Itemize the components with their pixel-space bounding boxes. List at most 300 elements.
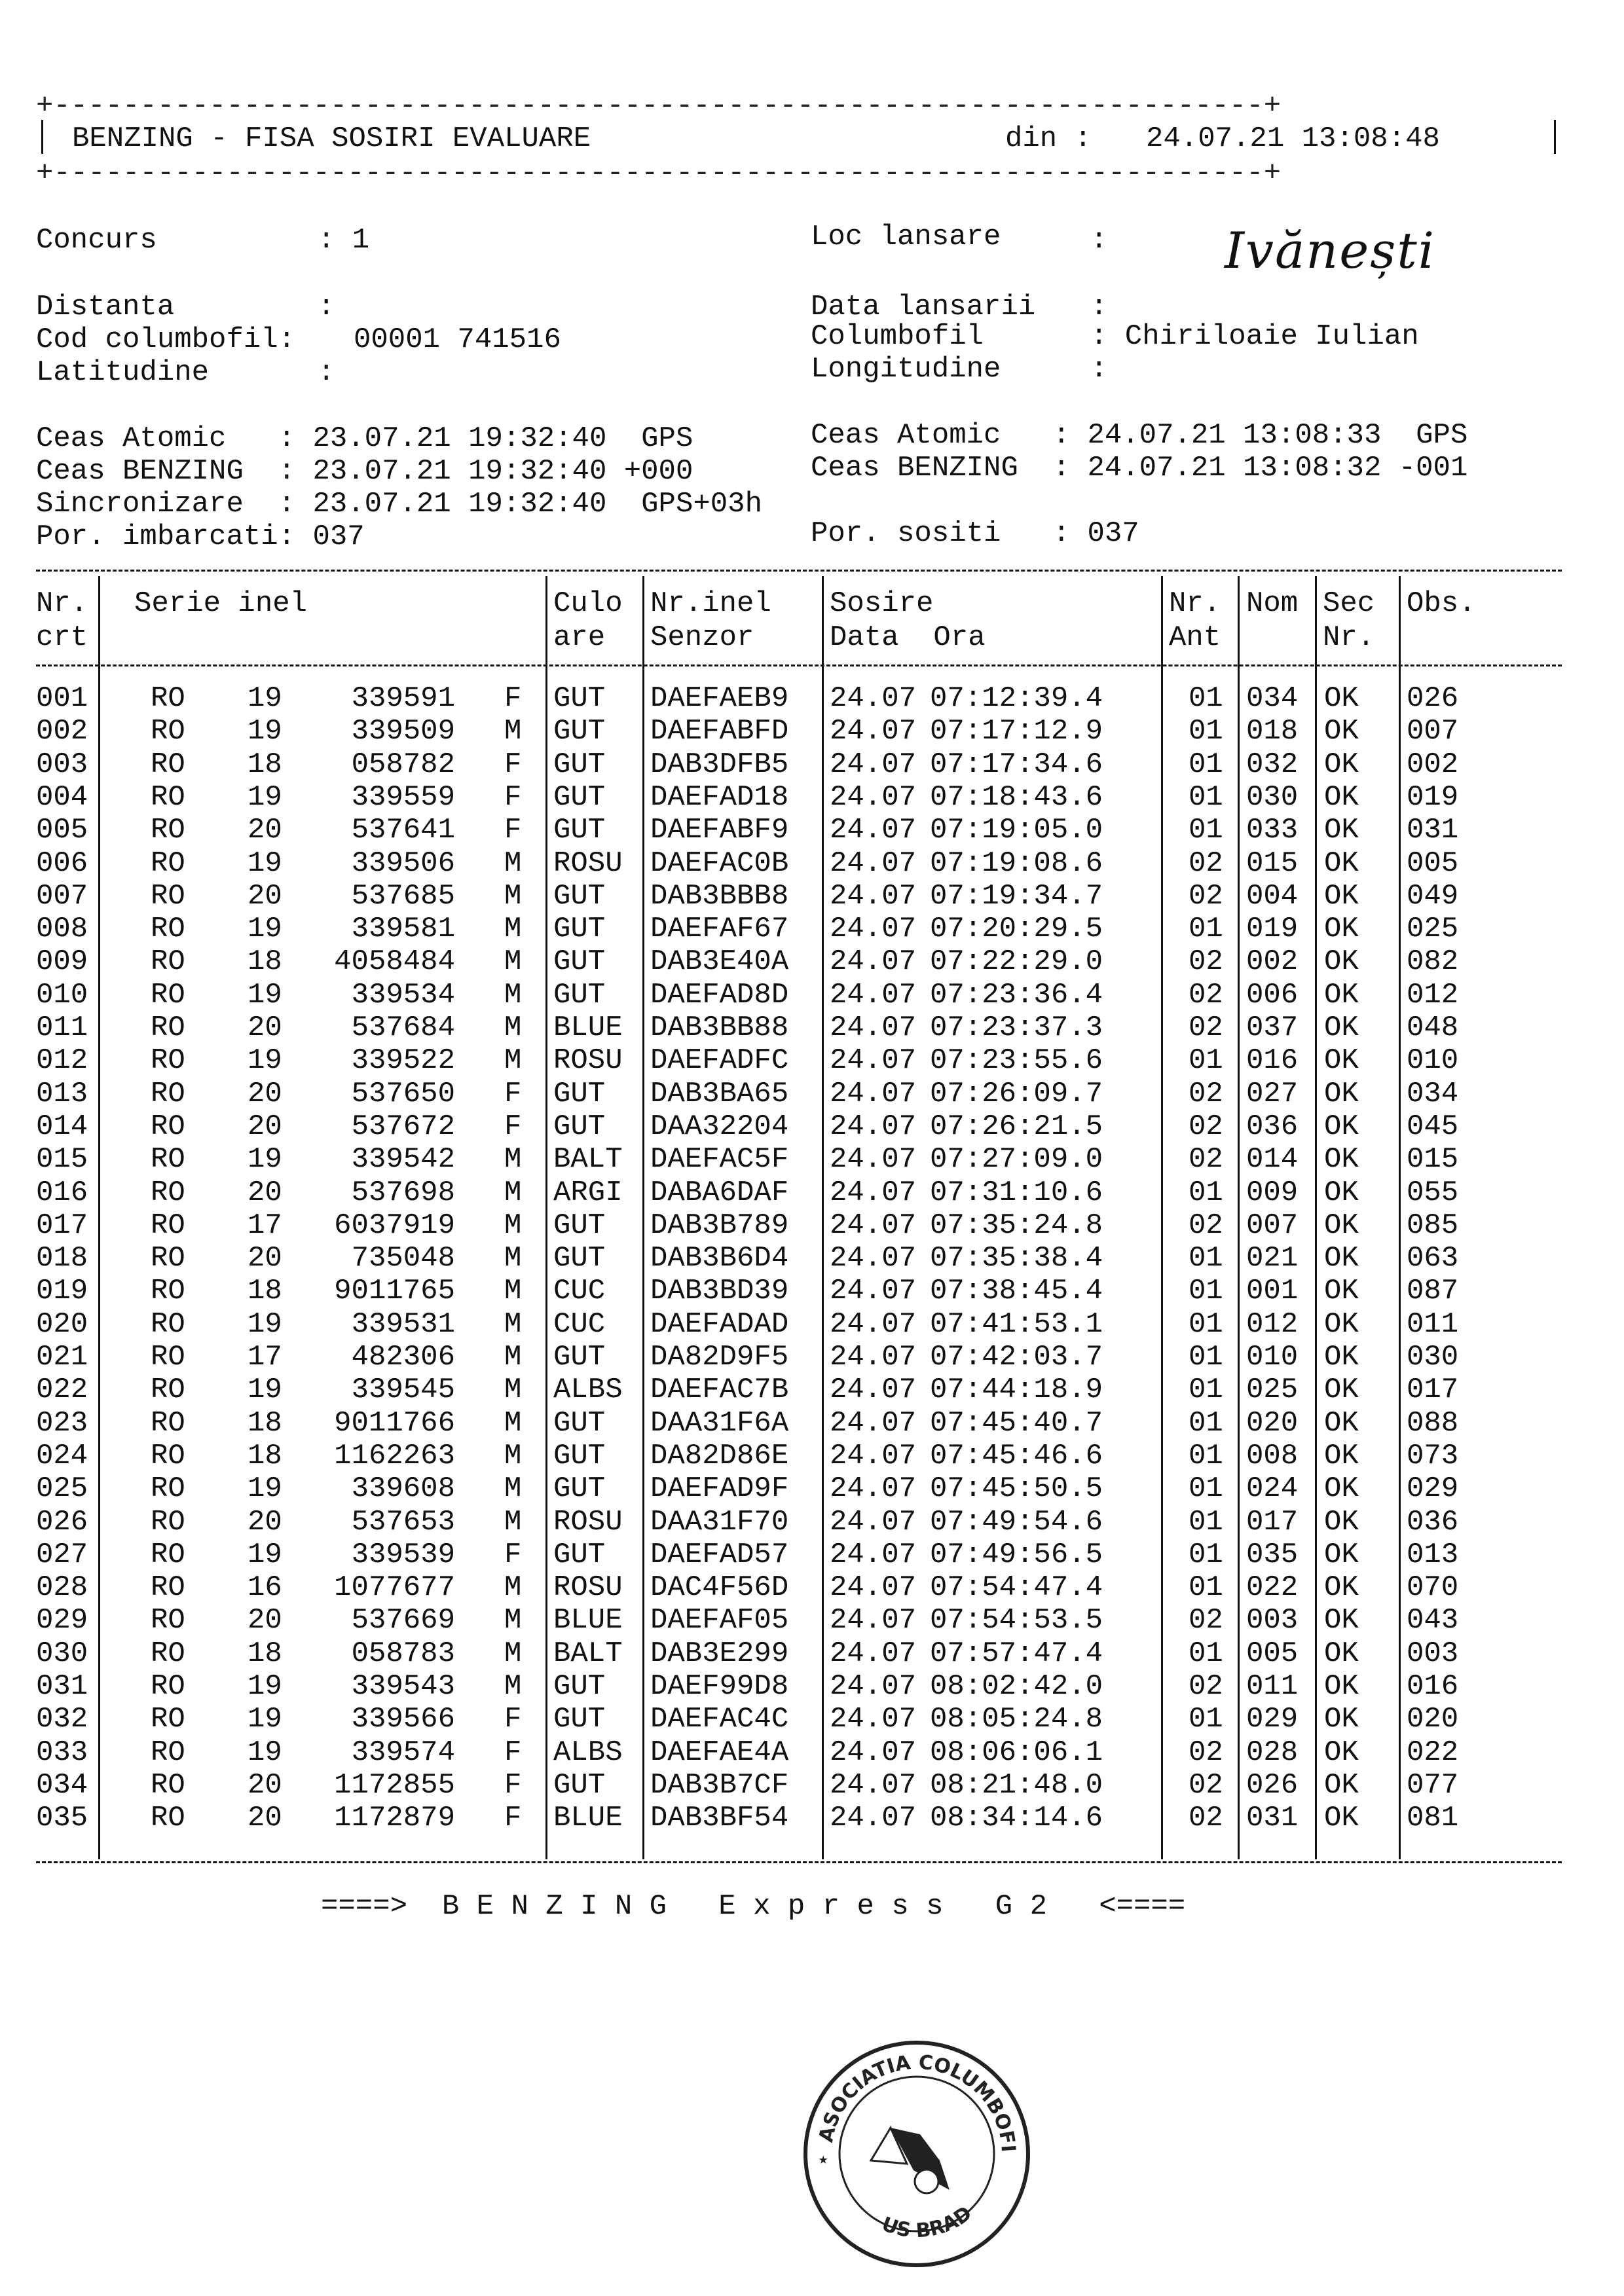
table-row bbox=[0, 1077, 1624, 1113]
cell-obs: 016 bbox=[1407, 1670, 1459, 1703]
cell-time: 07:45:46.6 bbox=[930, 1439, 1103, 1472]
cell-ring-number: 735048 bbox=[351, 1242, 455, 1275]
cell-sec-nr: OK bbox=[1324, 1374, 1359, 1407]
cell-nr-crt: 010 bbox=[36, 978, 88, 1011]
cell-year: 20 bbox=[248, 1505, 282, 1539]
porumbei-imbarcati: Por. imbarcati: 037 bbox=[36, 520, 365, 553]
cell-obs: 013 bbox=[1407, 1538, 1459, 1571]
cell-sensor: DA82D86E bbox=[650, 1439, 789, 1472]
cell-color: GUT bbox=[553, 1538, 606, 1571]
cell-ring-number: 058782 bbox=[351, 748, 455, 781]
cell-obs: 087 bbox=[1407, 1275, 1459, 1308]
table-row bbox=[0, 1211, 1624, 1245]
col-sep-1 bbox=[98, 576, 100, 1859]
cell-sec-nr: OK bbox=[1324, 1604, 1359, 1637]
cell-ring-number: 537669 bbox=[351, 1604, 455, 1637]
cell-country: RO bbox=[151, 1703, 185, 1736]
cell-ring-number: 058783 bbox=[351, 1637, 455, 1670]
cell-color: GUT bbox=[553, 913, 606, 946]
cell-nom: 031 bbox=[1246, 1802, 1299, 1835]
table-row bbox=[0, 1639, 1624, 1673]
cell-sex: M bbox=[504, 1439, 522, 1472]
cell-time: 07:17:12.9 bbox=[930, 715, 1103, 748]
cell-color: BLUE bbox=[553, 1802, 623, 1835]
col-obs-header: Obs. bbox=[1407, 587, 1476, 620]
cell-sex: F bbox=[504, 1802, 522, 1835]
columbofil-label: Columbofil bbox=[811, 320, 984, 353]
cell-year: 20 bbox=[248, 1110, 282, 1143]
cell-country: RO bbox=[151, 1176, 185, 1209]
cell-sec-nr: OK bbox=[1324, 1736, 1359, 1769]
cell-sec-nr: OK bbox=[1324, 1209, 1359, 1242]
cell-sex: M bbox=[504, 1637, 522, 1670]
cell-sec-nr: OK bbox=[1324, 715, 1359, 748]
cell-color: GUT bbox=[553, 715, 606, 748]
cell-obs: 010 bbox=[1407, 1044, 1459, 1078]
cell-nom: 012 bbox=[1246, 1307, 1299, 1341]
cell-time: 07:26:21.5 bbox=[930, 1110, 1103, 1143]
cell-country: RO bbox=[151, 682, 185, 715]
col-nr-header: Nr. bbox=[36, 587, 88, 620]
cell-ring-number: 537685 bbox=[351, 879, 455, 913]
col-senzor-header: Senzor bbox=[650, 621, 754, 654]
loc-lansare-handwritten: Ivănești bbox=[1225, 221, 1436, 280]
col-culo-header: Culo bbox=[553, 587, 623, 620]
cell-country: RO bbox=[151, 1768, 185, 1802]
cell-obs: 026 bbox=[1407, 682, 1459, 715]
cell-date: 24.07 bbox=[830, 1242, 917, 1275]
cell-nr-ant: 01 bbox=[1189, 1439, 1223, 1472]
cell-sex: F bbox=[504, 682, 522, 715]
cell-nom: 005 bbox=[1246, 1637, 1299, 1670]
cell-country: RO bbox=[151, 715, 185, 748]
cell-year: 18 bbox=[248, 1439, 282, 1472]
cell-country: RO bbox=[151, 1077, 185, 1110]
cell-color: ROSU bbox=[553, 1505, 623, 1539]
cell-sec-nr: OK bbox=[1324, 1472, 1359, 1506]
cell-nr-ant: 02 bbox=[1189, 1670, 1223, 1703]
cell-sex: M bbox=[504, 1044, 522, 1078]
cell-nr-ant: 01 bbox=[1189, 1341, 1223, 1374]
cell-nr-ant: 01 bbox=[1189, 1176, 1223, 1209]
cell-sec-nr: OK bbox=[1324, 1044, 1359, 1078]
cell-nr-crt: 003 bbox=[36, 748, 88, 781]
cell-nom: 009 bbox=[1246, 1176, 1299, 1209]
cell-date: 24.07 bbox=[830, 1571, 917, 1605]
cell-nr-ant: 01 bbox=[1189, 748, 1223, 781]
cell-nr-ant: 01 bbox=[1189, 780, 1223, 814]
cell-ring-number: 9011765 bbox=[334, 1275, 455, 1308]
latitudine-value: : bbox=[318, 356, 335, 389]
cell-time: 07:23:55.6 bbox=[930, 1044, 1103, 1078]
cell-nom: 024 bbox=[1246, 1472, 1299, 1506]
cell-sex: M bbox=[504, 945, 522, 979]
header-right-bar bbox=[1554, 120, 1556, 154]
col-sep-2 bbox=[545, 576, 547, 1859]
cod-columbofil-label: Cod columbofil: bbox=[36, 323, 296, 356]
cell-country: RO bbox=[151, 814, 185, 847]
cell-color: GUT bbox=[553, 1110, 606, 1143]
pigeon-icon bbox=[871, 2128, 950, 2193]
col-sosire-header: Sosire bbox=[830, 587, 934, 620]
cell-obs: 045 bbox=[1407, 1110, 1459, 1143]
cell-time: 08:05:24.8 bbox=[930, 1703, 1103, 1736]
cell-color: GUT bbox=[553, 978, 606, 1011]
table-row bbox=[0, 1013, 1624, 1047]
cell-nr-ant: 01 bbox=[1189, 682, 1223, 715]
cell-time: 07:20:29.5 bbox=[930, 913, 1103, 946]
cell-color: GUT bbox=[553, 1670, 606, 1703]
cell-sec-nr: OK bbox=[1324, 814, 1359, 847]
cell-nom: 034 bbox=[1246, 682, 1299, 715]
cell-ring-number: 1172855 bbox=[334, 1768, 455, 1802]
header-bottom-border: +----------------------------------------------------------------------+ bbox=[36, 157, 1282, 190]
table-row bbox=[0, 849, 1624, 883]
header-left-bar bbox=[41, 120, 43, 154]
cell-country: RO bbox=[151, 748, 185, 781]
cell-year: 18 bbox=[248, 1406, 282, 1440]
cell-nr-ant: 01 bbox=[1189, 1374, 1223, 1407]
cell-sex: M bbox=[504, 1176, 522, 1209]
cell-date: 24.07 bbox=[830, 1472, 917, 1506]
cell-sex: F bbox=[504, 814, 522, 847]
table-top-rule bbox=[36, 570, 1562, 572]
cell-time: 07:57:47.4 bbox=[930, 1637, 1103, 1670]
cell-color: GUT bbox=[553, 1242, 606, 1275]
cell-time: 07:41:53.1 bbox=[930, 1307, 1103, 1341]
cell-year: 19 bbox=[248, 1703, 282, 1736]
cell-obs: 085 bbox=[1407, 1209, 1459, 1242]
cell-obs: 055 bbox=[1407, 1176, 1459, 1209]
table-row bbox=[0, 978, 1624, 1014]
cell-time: 07:31:10.6 bbox=[930, 1176, 1103, 1209]
cell-nr-crt: 005 bbox=[36, 814, 88, 847]
cell-country: RO bbox=[151, 1802, 185, 1835]
stamp-text-top: ASOCIATIA COLUMBOFI bbox=[815, 2050, 1020, 2153]
col-sep-4 bbox=[822, 576, 824, 1859]
cell-sec-nr: OK bbox=[1324, 1571, 1359, 1605]
cell-obs: 070 bbox=[1407, 1571, 1459, 1605]
cell-ring-number: 537672 bbox=[351, 1110, 455, 1143]
cell-time: 07:22:29.0 bbox=[930, 945, 1103, 979]
cell-nom: 014 bbox=[1246, 1143, 1299, 1176]
cell-time: 07:17:34.6 bbox=[930, 748, 1103, 781]
table-row bbox=[0, 1768, 1624, 1804]
cell-date: 24.07 bbox=[830, 814, 917, 847]
table-row bbox=[0, 780, 1624, 816]
table-row bbox=[0, 1804, 1624, 1837]
table-row bbox=[0, 915, 1624, 948]
cell-sec-nr: OK bbox=[1324, 1670, 1359, 1703]
cell-obs: 081 bbox=[1407, 1802, 1459, 1835]
cell-nr-ant: 02 bbox=[1189, 1736, 1223, 1769]
cell-sex: M bbox=[504, 1374, 522, 1407]
table-row bbox=[0, 947, 1624, 981]
cell-country: RO bbox=[151, 1374, 185, 1407]
cell-nr-crt: 011 bbox=[36, 1011, 88, 1044]
cell-nr-crt: 021 bbox=[36, 1341, 88, 1374]
cell-time: 07:35:38.4 bbox=[930, 1242, 1103, 1275]
cell-ring-number: 339534 bbox=[351, 978, 455, 1011]
table-row bbox=[0, 1178, 1624, 1212]
cell-color: ROSU bbox=[553, 847, 623, 880]
cell-sec-nr: OK bbox=[1324, 1307, 1359, 1341]
cell-color: GUT bbox=[553, 814, 606, 847]
cell-sec-nr: OK bbox=[1324, 1242, 1359, 1275]
cell-ring-number: 6037919 bbox=[334, 1209, 455, 1242]
cell-sensor: DAB3B6D4 bbox=[650, 1242, 789, 1275]
cell-date: 24.07 bbox=[830, 1538, 917, 1571]
cell-ring-number: 1162263 bbox=[334, 1439, 455, 1472]
loc-lansare-label: Loc lansare bbox=[811, 221, 1001, 253]
cell-ring-number: 537698 bbox=[351, 1176, 455, 1209]
cell-obs: 036 bbox=[1407, 1505, 1459, 1539]
cell-sec-nr: OK bbox=[1324, 1439, 1359, 1472]
cell-sec-nr: OK bbox=[1324, 1538, 1359, 1571]
ceas-atomic-right: Ceas Atomic : 24.07.21 13:08:33 GPS bbox=[811, 419, 1468, 452]
col-serie-header: Serie inel bbox=[134, 587, 308, 620]
distanta-value: : bbox=[318, 291, 335, 323]
cell-nom: 008 bbox=[1246, 1439, 1299, 1472]
cell-year: 18 bbox=[248, 1637, 282, 1670]
col-sep-3 bbox=[642, 576, 644, 1859]
stamp-text-bottom: US BRAD bbox=[878, 2202, 976, 2243]
cell-obs: 077 bbox=[1407, 1768, 1459, 1802]
cell-year: 20 bbox=[248, 1242, 282, 1275]
cell-sec-nr: OK bbox=[1324, 682, 1359, 715]
cell-ring-number: 537641 bbox=[351, 814, 455, 847]
cell-nr-crt: 008 bbox=[36, 913, 88, 946]
cell-nr-ant: 02 bbox=[1189, 879, 1223, 913]
cell-nr-ant: 01 bbox=[1189, 1307, 1223, 1341]
cell-nr-crt: 029 bbox=[36, 1604, 88, 1637]
cell-nr-crt: 015 bbox=[36, 1143, 88, 1176]
cell-ring-number: 4058484 bbox=[334, 945, 455, 979]
cell-nr-crt: 026 bbox=[36, 1505, 88, 1539]
page-title: BENZING - FISA SOSIRI EVALUARE bbox=[72, 122, 591, 155]
cell-nr-ant: 01 bbox=[1189, 1571, 1223, 1605]
cell-nr-ant: 02 bbox=[1189, 945, 1223, 979]
cell-sensor: DAC4F56D bbox=[650, 1571, 789, 1605]
cell-date: 24.07 bbox=[830, 748, 917, 781]
table-row bbox=[0, 1672, 1624, 1705]
ceas-atomic-left: Ceas Atomic : 23.07.21 19:32:40 GPS bbox=[36, 422, 693, 455]
cell-color: BLUE bbox=[553, 1011, 623, 1044]
cell-year: 20 bbox=[248, 1077, 282, 1110]
table-row bbox=[0, 1505, 1624, 1541]
cell-nr-crt: 016 bbox=[36, 1176, 88, 1209]
cell-year: 18 bbox=[248, 1275, 282, 1308]
cell-year: 16 bbox=[248, 1571, 282, 1605]
cell-nom: 002 bbox=[1246, 945, 1299, 979]
cell-year: 19 bbox=[248, 1538, 282, 1571]
cell-year: 20 bbox=[248, 1176, 282, 1209]
cell-country: RO bbox=[151, 879, 185, 913]
cell-sec-nr: OK bbox=[1324, 1768, 1359, 1802]
cell-nr-ant: 01 bbox=[1189, 1472, 1223, 1506]
cell-sensor: DAA31F6A bbox=[650, 1406, 789, 1440]
cell-sensor: DA82D9F5 bbox=[650, 1341, 789, 1374]
col-sec-header: Sec bbox=[1323, 587, 1375, 620]
col-crt-header: crt bbox=[36, 621, 88, 654]
cell-color: GUT bbox=[553, 1768, 606, 1802]
cell-sex: M bbox=[504, 1670, 522, 1703]
cell-date: 24.07 bbox=[830, 780, 917, 814]
cell-ring-number: 9011766 bbox=[334, 1406, 455, 1440]
columbofil-value: : Chiriloaie Iulian bbox=[1090, 320, 1419, 353]
cell-year: 19 bbox=[248, 780, 282, 814]
cell-ring-number: 339545 bbox=[351, 1374, 455, 1407]
cell-date: 24.07 bbox=[830, 1275, 917, 1308]
cell-time: 07:19:05.0 bbox=[930, 814, 1103, 847]
table-row bbox=[0, 816, 1624, 849]
cell-sex: M bbox=[504, 1341, 522, 1374]
cell-obs: 011 bbox=[1407, 1307, 1459, 1341]
cell-country: RO bbox=[151, 1538, 185, 1571]
latitudine-label: Latitudine bbox=[36, 356, 210, 389]
cell-year: 19 bbox=[248, 1670, 282, 1703]
cell-nom: 006 bbox=[1246, 978, 1299, 1011]
cell-sensor: DAA31F70 bbox=[650, 1505, 789, 1539]
cell-nom: 001 bbox=[1246, 1275, 1299, 1308]
cell-nom: 015 bbox=[1246, 847, 1299, 880]
cell-color: BALT bbox=[553, 1143, 623, 1176]
cell-nr-ant: 01 bbox=[1189, 715, 1223, 748]
cell-color: GUT bbox=[553, 1077, 606, 1110]
cell-nr-crt: 027 bbox=[36, 1538, 88, 1571]
date-label: din : bbox=[1005, 122, 1092, 155]
cell-sex: F bbox=[504, 780, 522, 814]
table-row bbox=[0, 1343, 1624, 1376]
cell-sec-nr: OK bbox=[1324, 780, 1359, 814]
cell-nr-crt: 024 bbox=[36, 1439, 88, 1472]
col-data-ora-header: Data Ora bbox=[830, 621, 986, 654]
cell-date: 24.07 bbox=[830, 1044, 917, 1078]
cell-nr-ant: 01 bbox=[1189, 1406, 1223, 1440]
cell-year: 20 bbox=[248, 1011, 282, 1044]
cell-time: 07:19:08.6 bbox=[930, 847, 1103, 880]
cell-sex: M bbox=[504, 847, 522, 880]
cell-country: RO bbox=[151, 1275, 185, 1308]
cell-sex: F bbox=[504, 1110, 522, 1143]
cell-date: 24.07 bbox=[830, 1374, 917, 1407]
cell-ring-number: 1172879 bbox=[334, 1802, 455, 1835]
cell-ring-number: 482306 bbox=[351, 1341, 455, 1374]
cell-sensor: DABA6DAF bbox=[650, 1176, 789, 1209]
cell-nr-ant: 01 bbox=[1189, 1505, 1223, 1539]
cell-nr-crt: 030 bbox=[36, 1637, 88, 1670]
cell-sex: M bbox=[504, 1275, 522, 1308]
table-row bbox=[0, 1406, 1624, 1442]
cell-country: RO bbox=[151, 1242, 185, 1275]
cell-nr-crt: 018 bbox=[36, 1242, 88, 1275]
cell-sex: F bbox=[504, 1768, 522, 1802]
cell-color: CUC bbox=[553, 1275, 606, 1308]
cell-sensor: DAEFAD57 bbox=[650, 1538, 789, 1571]
col-are-header: are bbox=[553, 621, 606, 654]
cell-color: GUT bbox=[553, 945, 606, 979]
cell-year: 19 bbox=[248, 1044, 282, 1078]
cell-sex: M bbox=[504, 1307, 522, 1341]
cell-nr-crt: 013 bbox=[36, 1077, 88, 1110]
table-bottom-rule bbox=[36, 1861, 1562, 1863]
cell-nr-crt: 035 bbox=[36, 1802, 88, 1835]
cell-country: RO bbox=[151, 1604, 185, 1637]
cell-sex: M bbox=[504, 1604, 522, 1637]
cell-nr-crt: 001 bbox=[36, 682, 88, 715]
cell-nom: 030 bbox=[1246, 780, 1299, 814]
header-bottom-rule bbox=[36, 665, 1562, 666]
cell-country: RO bbox=[151, 945, 185, 979]
cell-date: 24.07 bbox=[830, 913, 917, 946]
cell-sensor: DAB3BF54 bbox=[650, 1802, 789, 1835]
cell-sensor: DAB3BBB8 bbox=[650, 879, 789, 913]
loc-lansare-colon: : bbox=[1090, 224, 1108, 257]
cell-nom: 011 bbox=[1246, 1670, 1299, 1703]
cell-country: RO bbox=[151, 1472, 185, 1506]
cell-ring-number: 339506 bbox=[351, 847, 455, 880]
cell-country: RO bbox=[151, 1670, 185, 1703]
cell-color: BLUE bbox=[553, 1604, 623, 1637]
cell-nr-ant: 01 bbox=[1189, 1275, 1223, 1308]
cell-country: RO bbox=[151, 1439, 185, 1472]
table-row bbox=[0, 1244, 1624, 1277]
cell-ring-number: 339531 bbox=[351, 1307, 455, 1341]
cell-time: 07:54:53.5 bbox=[930, 1604, 1103, 1637]
cell-sec-nr: OK bbox=[1324, 913, 1359, 946]
cell-time: 08:21:48.0 bbox=[930, 1768, 1103, 1802]
longitudine-value: : bbox=[1090, 353, 1108, 386]
cell-color: GUT bbox=[553, 1439, 606, 1472]
cell-time: 08:34:14.6 bbox=[930, 1802, 1103, 1835]
cell-nr-crt: 019 bbox=[36, 1275, 88, 1308]
cell-sensor: DAEFAC5F bbox=[650, 1143, 789, 1176]
cell-time: 08:02:42.0 bbox=[930, 1670, 1103, 1703]
cell-sex: M bbox=[504, 1571, 522, 1605]
cell-sec-nr: OK bbox=[1324, 1406, 1359, 1440]
cell-year: 18 bbox=[248, 945, 282, 979]
cell-nom: 027 bbox=[1246, 1077, 1299, 1110]
col-sep-6 bbox=[1238, 576, 1240, 1859]
stamp-star-icon: ★ bbox=[819, 2151, 828, 2169]
cell-nom: 028 bbox=[1246, 1736, 1299, 1769]
cell-nom: 026 bbox=[1246, 1768, 1299, 1802]
report-datetime: 24.07.21 13:08:48 bbox=[1146, 122, 1440, 155]
cell-nr-crt: 012 bbox=[36, 1044, 88, 1078]
table-row bbox=[0, 1046, 1624, 1080]
cell-nom: 004 bbox=[1246, 879, 1299, 913]
cell-nom: 036 bbox=[1246, 1110, 1299, 1143]
cell-obs: 082 bbox=[1407, 945, 1459, 979]
cell-date: 24.07 bbox=[830, 1604, 917, 1637]
cell-date: 24.07 bbox=[830, 1176, 917, 1209]
cell-sec-nr: OK bbox=[1324, 978, 1359, 1011]
cell-sex: F bbox=[504, 1736, 522, 1769]
cell-obs: 043 bbox=[1407, 1604, 1459, 1637]
col-ant-header: Ant bbox=[1169, 621, 1221, 654]
cell-nr-crt: 009 bbox=[36, 945, 88, 979]
cell-sensor: DAEFAD9F bbox=[650, 1472, 789, 1506]
cell-nom: 007 bbox=[1246, 1209, 1299, 1242]
cell-sex: M bbox=[504, 715, 522, 748]
cell-sex: M bbox=[504, 1209, 522, 1242]
cell-color: BALT bbox=[553, 1637, 623, 1670]
col-sep-8 bbox=[1399, 576, 1401, 1859]
cell-country: RO bbox=[151, 1143, 185, 1176]
cell-nr-crt: 020 bbox=[36, 1307, 88, 1341]
cell-sensor: DAEFADFC bbox=[650, 1044, 789, 1078]
cell-obs: 017 bbox=[1407, 1374, 1459, 1407]
